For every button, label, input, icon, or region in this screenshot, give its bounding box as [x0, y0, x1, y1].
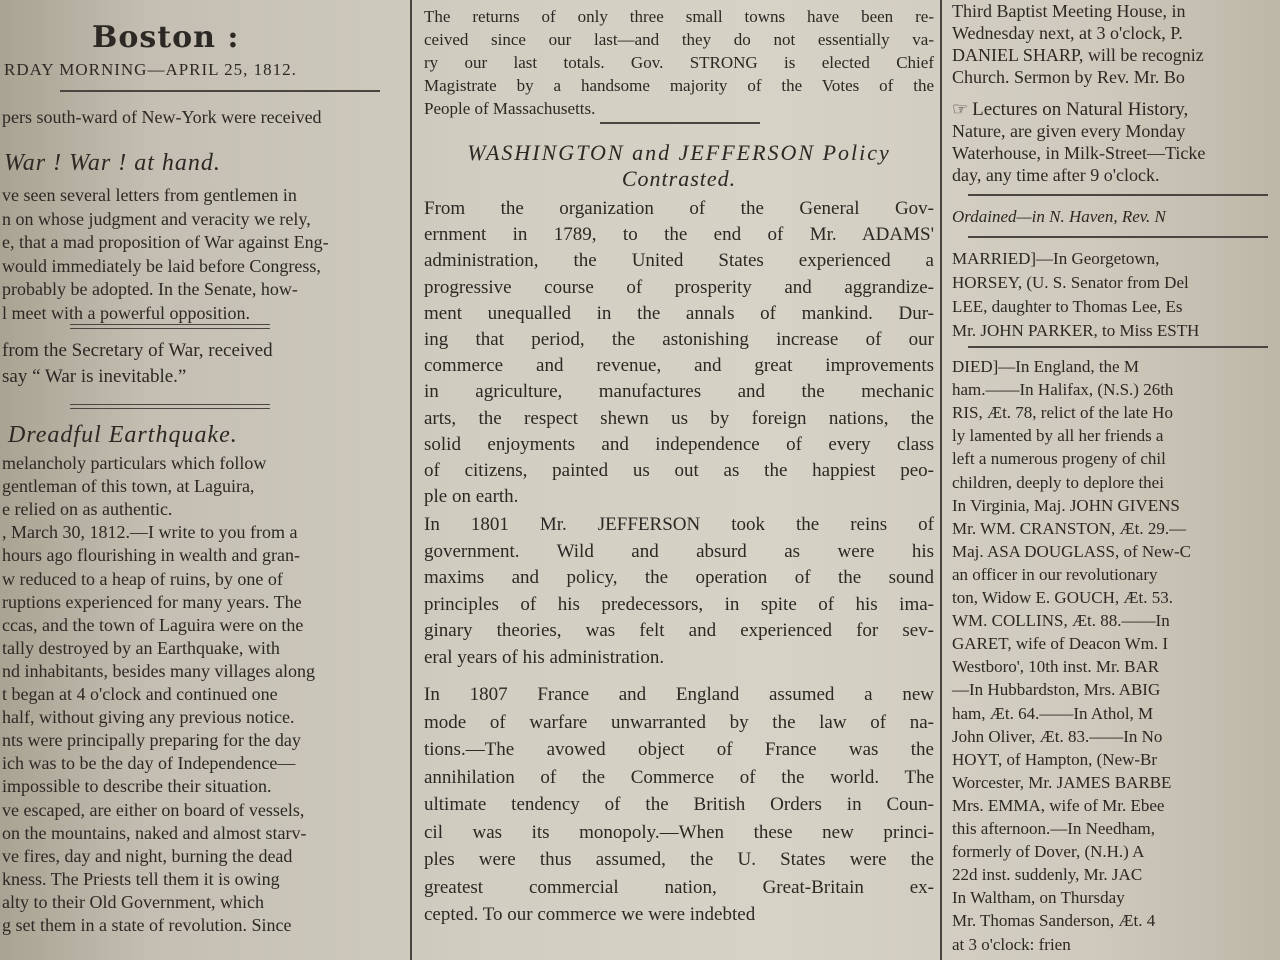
masthead: Boston : — [92, 20, 240, 55]
earthquake-line: nd inhabitants, besides many villages along — [2, 660, 315, 681]
paragraph-line: government. Wild and absurd as were his — [424, 540, 934, 562]
earthquake-line: ich was to be the day of Independence— — [2, 753, 296, 774]
earthquake-line: alty to their Old Government, which — [2, 891, 264, 912]
paragraph-line: annihilation of the Commerce of the world. The — [424, 766, 934, 788]
section-rule — [70, 324, 270, 329]
paragraph-line: principles of his predecessors, in spite of his ima- — [424, 593, 934, 615]
lectures-line: Lectures on Natural History, — [972, 99, 1189, 120]
election-line: The returns of only three small towns have been re- — [424, 7, 934, 26]
died-line: Mr. WM. CRANSTON, Æt. 29.— — [952, 518, 1187, 538]
earthquake-line: e relied on as authentic. — [2, 499, 173, 520]
died-line: this afternoon.—In Needham, — [952, 819, 1155, 838]
section-rule — [70, 404, 270, 409]
earthquake-line: g set them in a state of revolution. Since — [2, 915, 292, 935]
column-rule-right — [940, 0, 942, 960]
earthquake-line: ve escaped, are either on board of vessels, — [2, 799, 305, 820]
died-line: children, deeply to deplore thei — [952, 472, 1164, 492]
died-line: DIED]—In England, the M — [952, 357, 1139, 376]
intro-line: pers south-ward of New-York were received — [2, 107, 322, 127]
war-line: n on whose judgment and veracity we rely, — [2, 208, 311, 229]
lectures-line: Nature, are given every Monday — [952, 121, 1186, 141]
war-line: would immediately be laid before Congress, — [2, 255, 321, 276]
married-line: HORSEY, (U. S. Senator from Del — [952, 273, 1189, 292]
died-line: Westboro', 10th inst. Mr. BAR — [952, 657, 1160, 677]
section-rule — [968, 346, 1268, 348]
died-line: formerly of Dover, (N.H.) A — [952, 842, 1145, 862]
died-line: an officer in our revolutionary — [952, 564, 1158, 584]
paragraph-line: commerce and revenue, and great improvements — [424, 355, 934, 377]
paragraph-line: In 1807 France and England assumed a new — [424, 684, 934, 705]
war-line: e, that a mad proposition of War against Eng- — [2, 232, 329, 252]
paragraph-line: ultimate tendency of the British Orders in Coun- — [424, 794, 934, 815]
lectures-first-line — [952, 98, 1280, 121]
paragraph-line: From the organization of the General Gov- — [424, 198, 934, 219]
notice-line: DANIEL SHARP, will be recogniz — [952, 45, 1204, 65]
secretary-line: say “ War is inevitable.” — [2, 366, 187, 387]
earthquake-line: ruptions experienced for many years. The — [2, 591, 302, 612]
died-line: HOYT, of Hampton, (New-Br — [952, 749, 1158, 769]
died-line: WM. COLLINS, Æt. 88.——In — [952, 611, 1170, 631]
earthquake-line: kness. The Priests tell them it is owing — [2, 868, 280, 889]
paragraph-line: administration, the United States experienced a — [424, 250, 934, 272]
died-line: In Virginia, Maj. JOHN GIVENS — [952, 495, 1180, 515]
earthquake-line: , March 30, 1812.—I write to you from a — [2, 522, 298, 543]
earthquake-line: gentleman of this town, at Laguira, — [2, 476, 255, 497]
died-line: Maj. ASA DOUGLASS, of New-C — [952, 541, 1191, 561]
earthquake-line: tally destroyed by an Earthquake, with — [2, 637, 280, 658]
died-line: left a numerous progeny of chil — [952, 449, 1166, 469]
paragraph-line: cepted. To our commerce we were indebted — [424, 904, 756, 925]
war-line: l meet with a powerful opposition. — [2, 302, 250, 323]
pointing-hand-icon: ☞ — [952, 99, 969, 119]
died-line: —In Hubbardston, Mrs. ABIG — [952, 680, 1161, 700]
earthquake-line: impossible to describe their situation. — [2, 776, 272, 797]
earthquake-line: t began at 4 o'clock and continued one — [2, 684, 278, 704]
war-line: ve seen several letters from gentlemen in — [2, 185, 297, 205]
paragraph-line: ernment in 1789, to the end of Mr. ADAMS' — [424, 224, 934, 246]
masthead-rule — [60, 90, 380, 92]
section-rule — [968, 194, 1268, 196]
died-line: ham, Æt. 64.——In Athol, M — [952, 703, 1154, 723]
paragraph-line: greatest commercial nation, Great-Britain ex- — [424, 876, 934, 898]
election-line: People of Massachusetts. — [424, 99, 596, 118]
paragraph-line: ing that period, the astonishing increase of our — [424, 329, 934, 350]
election-line: ry our last totals. Gov. STRONG is elected Chief — [424, 53, 934, 72]
paragraph-line: tions.—The avowed object of France was the — [424, 739, 934, 760]
died-line: at 3 o'clock: frien — [952, 934, 1071, 954]
paragraph-line: progressive course of prosperity and aggrandize- — [424, 276, 934, 298]
paragraph-line: arts, the respect shewn us by foreign nations, the — [424, 407, 934, 429]
article-subtitle: Contrasted. — [621, 166, 737, 191]
married-line: Mr. JOHN PARKER, to Miss ESTH — [952, 321, 1200, 340]
secretary-line: from the Secretary of War, received — [2, 340, 273, 361]
paragraph-line: mode of warfare unwarranted by the law of na- — [424, 711, 934, 733]
column-rule-left — [410, 0, 412, 960]
married-line: LEE, daughter to Thomas Lee, Es — [952, 297, 1183, 316]
died-line: Worcester, Mr. JAMES BARBE — [952, 772, 1172, 792]
paragraph-line: in agriculture, manufactures and the mechanic — [424, 381, 934, 403]
war-line: probably be adopted. In the Senate, how- — [2, 279, 298, 299]
left-column — [0, 0, 404, 960]
lectures-line: Waterhouse, in Milk-Street—Ticke — [952, 143, 1206, 163]
election-line: ceived since our last—and they do not essentially va- — [424, 30, 934, 49]
lectures-line: day, any time after 9 o'clock. — [952, 165, 1160, 185]
died-line: Mr. Thomas Sanderson, Æt. 4 — [952, 911, 1156, 931]
died-line: Mrs. EMMA, wife of Mr. Ebee — [952, 795, 1165, 815]
earthquake-line: w reduced to a heap of ruins, by one of — [2, 568, 283, 589]
paragraph-line: ginary theories, was felt and experienced for sev- — [424, 620, 934, 641]
died-line: 22d inst. suddenly, Mr. JAC — [952, 865, 1143, 885]
election-line: Magistrate by a handsome majority of the Votes of the — [424, 76, 934, 95]
paragraph-line: In 1801 Mr. JEFFERSON took the reins of — [424, 514, 934, 535]
paragraph-line: maxims and policy, the operation of the sound — [424, 567, 934, 588]
paragraph-line: ple on earth. — [424, 486, 519, 508]
section-rule — [968, 236, 1268, 238]
earthquake-line: hours ago flourishing in wealth and gran- — [2, 545, 300, 566]
middle-column — [420, 0, 938, 960]
paragraph-line: eral years of his administration. — [424, 646, 665, 668]
section-rule — [600, 122, 760, 124]
died-line: ly lamented by all her friends a — [952, 426, 1164, 446]
paragraph-line: ples were thus assumed, the U. States were the — [424, 849, 934, 870]
notice-line: Third Baptist Meeting House, in — [952, 1, 1186, 21]
earthquake-line: melancholy particulars which follow — [2, 453, 267, 473]
paragraph-line: of citizens, painted us out as the happiest peo- — [424, 460, 934, 481]
earthquake-line: on the mountains, naked and almost starv- — [2, 822, 307, 843]
died-line: John Oliver, Æt. 83.——In No — [952, 726, 1163, 746]
died-line: RIS, Æt. 78, relict of the late Ho — [952, 403, 1173, 423]
war-heading: War ! War ! at hand. — [4, 150, 221, 176]
ordained-line: Ordained—in N. Haven, Rev. N — [952, 207, 1166, 226]
died-line: GARET, wife of Deacon Wm. I — [952, 634, 1169, 654]
earthquake-line: nts were principally preparing for the day — [2, 730, 301, 751]
paragraph-line: ment unequalled in the annals of mankind. Dur- — [424, 302, 934, 324]
paragraph-line: solid enjoyments and independence of every class — [424, 433, 934, 455]
earthquake-line: ve fires, day and night, burning the dead — [2, 845, 293, 866]
earthquake-heading: Dreadful Earthquake. — [8, 422, 238, 448]
article-title: WASHINGTON and JEFFERSON Policy — [467, 140, 891, 165]
died-line: ham.——In Halifax, (N.S.) 26th — [952, 380, 1174, 400]
died-line: ton, Widow E. GOUCH, Æt. 53. — [952, 588, 1173, 607]
notice-line: Church. Sermon by Rev. Mr. Bo — [952, 67, 1185, 87]
earthquake-line: ccas, and the town of Laguira were on the — [2, 614, 304, 635]
paragraph-line: cil was its monopoly.—When these new princi- — [424, 821, 934, 843]
earthquake-line: half, without giving any previous notice. — [2, 707, 295, 728]
died-line: In Waltham, on Thursday — [952, 888, 1125, 908]
right-column — [948, 0, 1280, 960]
married-line: MARRIED]—In Georgetown, — [952, 249, 1160, 268]
dateline: RDAY MORNING—APRIL 25, 1812. — [4, 60, 297, 79]
notice-line: Wednesday next, at 3 o'clock, P. — [952, 23, 1183, 43]
